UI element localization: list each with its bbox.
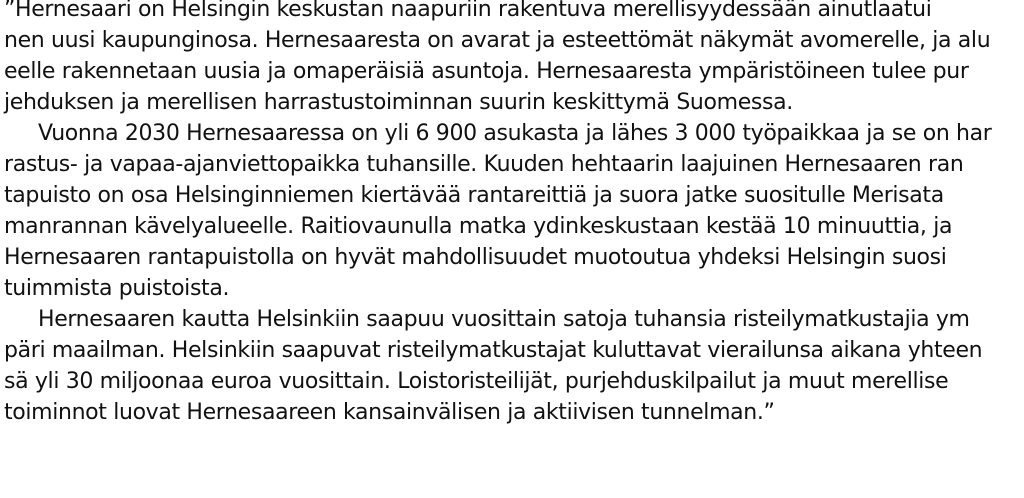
text-line: Vuonna 2030 Hernesaaressa on yli 6 900 asukasta ja lähes 3 000 työpaikkaa ja se on har [38, 121, 992, 146]
text-line: eelle rakennetaan uusia ja omaperäisiä asuntoja. Hernesaaresta ympäristöineen tulee pur [4, 59, 969, 84]
text-line: sä yli 30 miljoonaa euroa vuosittain. Loistoristeilijät, purjehduskilpailut ja muut merellise [4, 369, 949, 394]
text-line: Hernesaaren rantapuistolla on hyvät mahdollisuudet muotoutua yhdeksi Helsingin suosi [4, 245, 947, 270]
text-line: rastus- ja vapaa-ajanviettopaikka tuhansille. Kuuden hehtaarin laajuinen Hernesaaren ran [4, 152, 964, 177]
text-line: ”Hernesaari on Helsingin keskustan naapuriin rakentuva merellisyydessään ainutlaatui [4, 0, 932, 22]
text-line: Hernesaaren kautta Helsinkiin saapuu vuosittain satoja tuhansia risteilymatkustajia ym [38, 307, 970, 332]
text-line: jehduksen ja merellisen harrastustoiminnan suurin keskittymä Suomessa. [4, 90, 793, 115]
text-line: päri maailman. Helsinkiin saapuvat risteilymatkustajat kuluttavat vierailunsa aikana yhteen [4, 338, 983, 363]
text-line: toiminnot luovat Hernesaareen kansainvälisen ja aktiivisen tunnelman.” [4, 400, 775, 425]
text-line: manrannan kävelyalueelle. Raitiovaunulla matka ydinkeskustaan kestää 10 minuuttia, ja [4, 214, 953, 239]
text-line: tapuisto on osa Helsinginniemen kiertävää rantareittiä ja suora jatke suositulle Merisata [4, 183, 944, 208]
text-line: tuimmista puistoista. [4, 276, 230, 301]
text-line: nen uusi kaupunginosa. Hernesaaresta on avarat ja esteettömät näkymät avomerelle, ja alu [4, 28, 991, 53]
